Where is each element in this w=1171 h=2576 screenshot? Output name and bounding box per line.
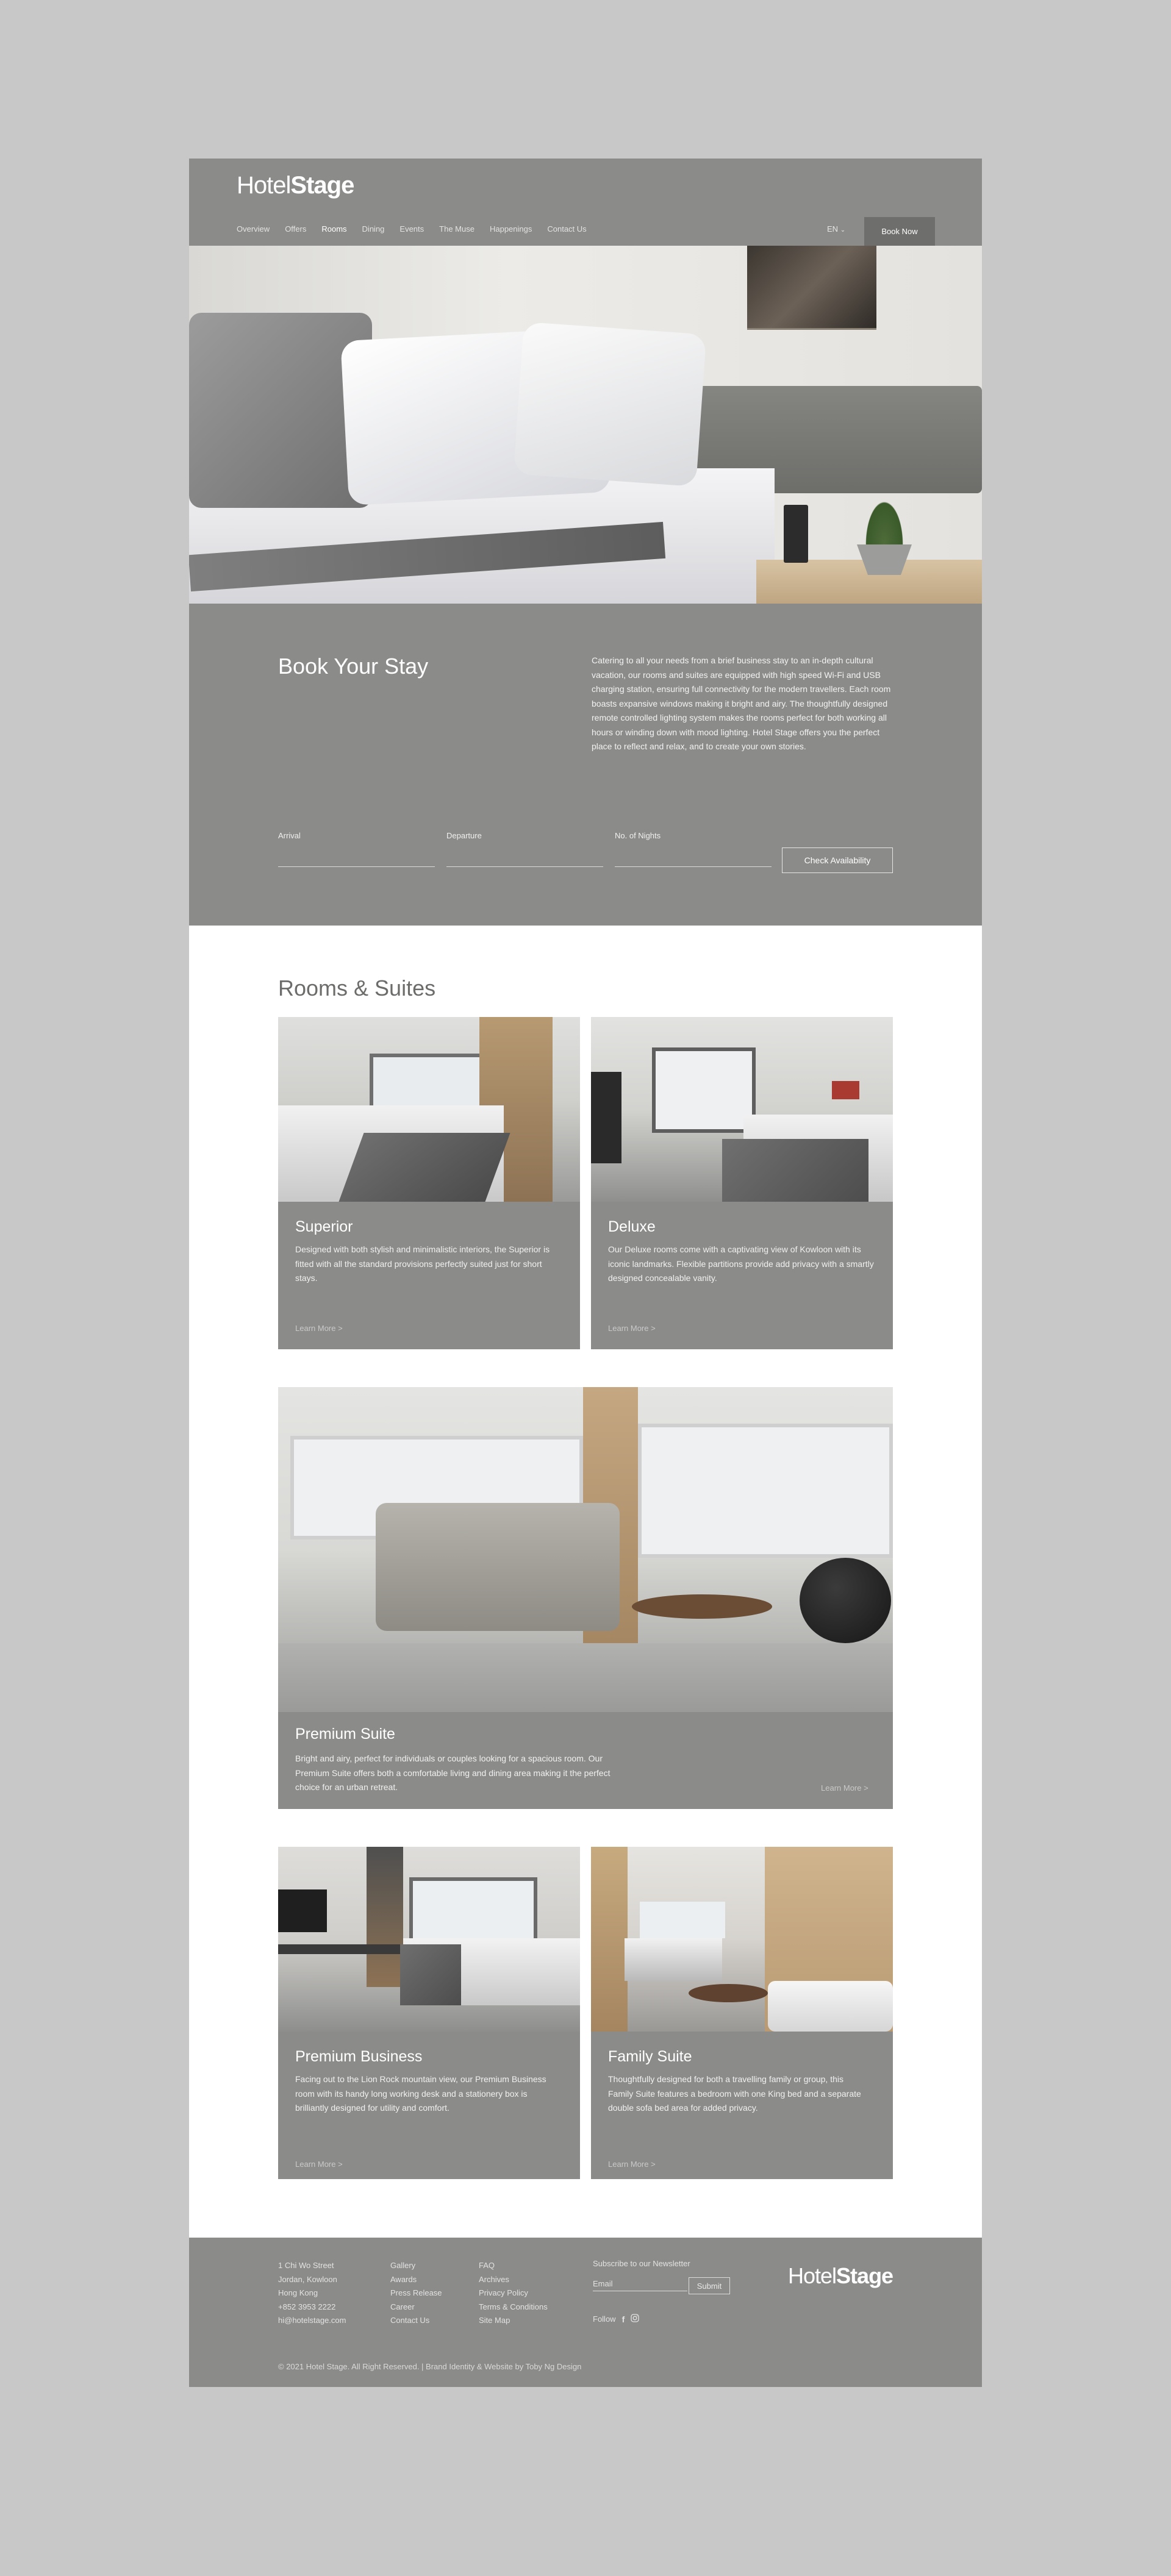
premium-suite-title: Premium Suite [295,1725,395,1743]
footer-links-col3 [479,2259,548,2328]
nav-dining[interactable]: Dining [362,224,385,234]
arrival-field[interactable] [278,830,435,867]
chevron-down-icon: ⌄ [840,227,846,234]
footer-link-contact-us[interactable]: Contact Us [390,2316,430,2325]
room-card-premium-business[interactable] [278,1847,580,2179]
nav-events[interactable]: Events [399,224,424,234]
footer-link-terms[interactable]: Terms & Conditions [479,2302,548,2311]
hero-clock [784,505,808,563]
premium-business-blanket [400,1944,461,2005]
facebook-icon[interactable]: f [621,2314,625,2324]
footer-link-archives[interactable]: Archives [479,2274,509,2284]
rooms-section [189,926,982,2238]
language-selector[interactable] [827,224,845,234]
room-card-deluxe[interactable] [591,1017,893,1349]
site-header [189,159,982,246]
main-nav [237,224,602,234]
booking-title: Book Your Stay [278,654,429,679]
email-link[interactable]: hi@hotelstage.com [278,2316,346,2325]
footer-links-col2 [390,2259,442,2328]
address-line: Hong Kong [278,2288,318,2297]
footer-link-faq[interactable]: FAQ [479,2261,495,2270]
premium-business-learn-more-link[interactable]: Learn More > [295,2160,343,2169]
book-now-button[interactable]: Book Now [864,217,935,246]
arrival-label: Arrival [278,831,301,840]
phone-link[interactable]: +852 3953 2222 [278,2302,336,2311]
nav-offers[interactable]: Offers [285,224,307,234]
booking-description: Catering to all your needs from a brief business stay to an in-depth cultural vacation, our rooms and suites are equipped with high speed Wi-Fi and USB charging station, ensuring full connectivity for the modern travellers. Each room boasts expansive windows making it bright and airy. The thoughtfully designed remote controlled lighting system makes the rooms perfect for both working all hours or winding down with mood lighting. Hotel Stage offers you the perfect place to reflect and relax, and to create your own stories. [592,655,891,751]
premium-suite-window-right [638,1424,893,1558]
instagram-icon[interactable] [631,2314,639,2324]
superior-blanket [338,1133,510,1202]
deluxe-description: Our Deluxe rooms come with a captivating view of Kowloon with its iconic landmarks. Flexible partitions provide add privacy with a smartly designed concealable vanity. [608,1244,874,1283]
footer-hotel-stage-logo[interactable] [788,2263,893,2289]
hotel-stage-logo[interactable] [237,172,354,199]
check-availability-button[interactable]: Check Availability [782,847,893,873]
nav-the-muse[interactable]: The Muse [439,224,474,234]
family-suite-table [689,1984,768,2002]
premium-suite-image [278,1387,893,1712]
follow-label: Follow [593,2314,616,2324]
deluxe-window [652,1047,756,1133]
nav-overview[interactable]: Overview [237,224,270,234]
nav-rooms[interactable]: Rooms [321,224,347,234]
family-suite-learn-more-link[interactable]: Learn More > [608,2160,656,2169]
newsletter-email-input[interactable]: Email [593,2279,687,2291]
premium-suite-description: Bright and airy, perfect for individuals or couples looking for a spacious room. Our Premium Suite offers both a comfortable living and dining area making it the perfect choice for an urban retreat. [295,1754,611,1792]
superior-title: Superior [295,1218,353,1235]
deluxe-art [832,1081,859,1099]
deluxe-blanket [722,1139,868,1202]
newsletter-label: Subscribe to our Newsletter [593,2259,690,2268]
premium-suite-learn-more-link[interactable]: Learn More > [821,1783,868,1793]
site-footer [189,2238,982,2387]
footer-address [278,2259,346,2328]
address-line: Jordan, Kowloon [278,2274,337,2284]
superior-room-image [278,1017,580,1202]
premium-business-image [278,1847,580,2032]
logo-light: Hotel [237,172,291,199]
hero-bedroom-image [189,246,982,604]
family-suite-description: Thoughtfully designed for both a travelling family or group, this Family Suite features a bedroom with one King bed and a separate double sofa bed area for added privacy. [608,2074,861,2113]
footer-link-career[interactable]: Career [390,2302,415,2311]
family-suite-window [640,1902,725,1938]
room-card-superior[interactable] [278,1017,580,1349]
premium-business-tv [278,1889,327,1932]
nav-contact-us[interactable]: Contact Us [547,224,587,234]
premium-business-title: Premium Business [295,2048,423,2065]
family-suite-bed [625,1938,722,1981]
deluxe-tv [591,1072,621,1163]
rooms-title: Rooms & Suites [278,976,436,1001]
footer-link-privacy-policy[interactable]: Privacy Policy [479,2288,528,2297]
family-suite-door [591,1847,628,2032]
page [189,159,982,2387]
newsletter-submit-button[interactable]: Submit [689,2277,730,2294]
hero-plant [863,496,906,544]
family-suite-sofa-bed [768,1981,893,2032]
language-label: EN [827,224,839,234]
footer-link-press-release[interactable]: Press Release [390,2288,442,2297]
nights-field[interactable] [615,830,772,867]
address-line: 1 Chi Wo Street [278,2261,334,2270]
premium-suite-ball-chair [800,1558,891,1643]
deluxe-title: Deluxe [608,1218,656,1235]
premium-suite-sofa [376,1503,620,1631]
departure-label: Departure [446,831,482,840]
superior-learn-more-link[interactable]: Learn More > [295,1324,343,1333]
premium-business-shelf [367,1847,403,1987]
hero-pillow [514,322,707,487]
footer-link-awards[interactable]: Awards [390,2274,417,2284]
logo-bold: Stage [290,172,354,199]
copyright-text: © 2021 Hotel Stage. All Right Reserved. | Brand Identity & Website by Toby Ng Design [278,2362,582,2371]
family-suite-image [591,1847,893,2032]
room-card-family-suite[interactable] [591,1847,893,2179]
nights-label: No. of Nights [615,831,661,840]
booking-section [189,604,982,926]
premium-suite-rug [278,1643,893,1712]
premium-suite-coffee-table [632,1594,772,1619]
hero-artwork [747,246,876,330]
departure-field[interactable] [446,830,603,867]
deluxe-learn-more-link[interactable]: Learn More > [608,1324,656,1333]
premium-business-window [409,1877,537,1944]
deluxe-room-image [591,1017,893,1202]
footer-link-site-map[interactable]: Site Map [479,2316,510,2325]
footer-logo-light: Hotel [788,2263,837,2288]
premium-business-description: Facing out to the Lion Rock mountain view, our Premium Business room with its handy long working desk and a stationery box is brilliantly designed for utility and comfort. [295,2074,546,2113]
social-follow [593,2314,639,2324]
superior-description: Designed with both stylish and minimalistic interiors, the Superior is fitted with all the standard provisions perfectly suited just for short stays. [295,1244,550,1283]
room-card-premium-suite[interactable] [278,1387,893,1809]
nav-happenings[interactable]: Happenings [489,224,532,234]
footer-link-gallery[interactable]: Gallery [390,2261,416,2270]
premium-business-desk [278,1944,400,1954]
family-suite-title: Family Suite [608,2048,692,2065]
footer-logo-bold: Stage [836,2263,893,2288]
